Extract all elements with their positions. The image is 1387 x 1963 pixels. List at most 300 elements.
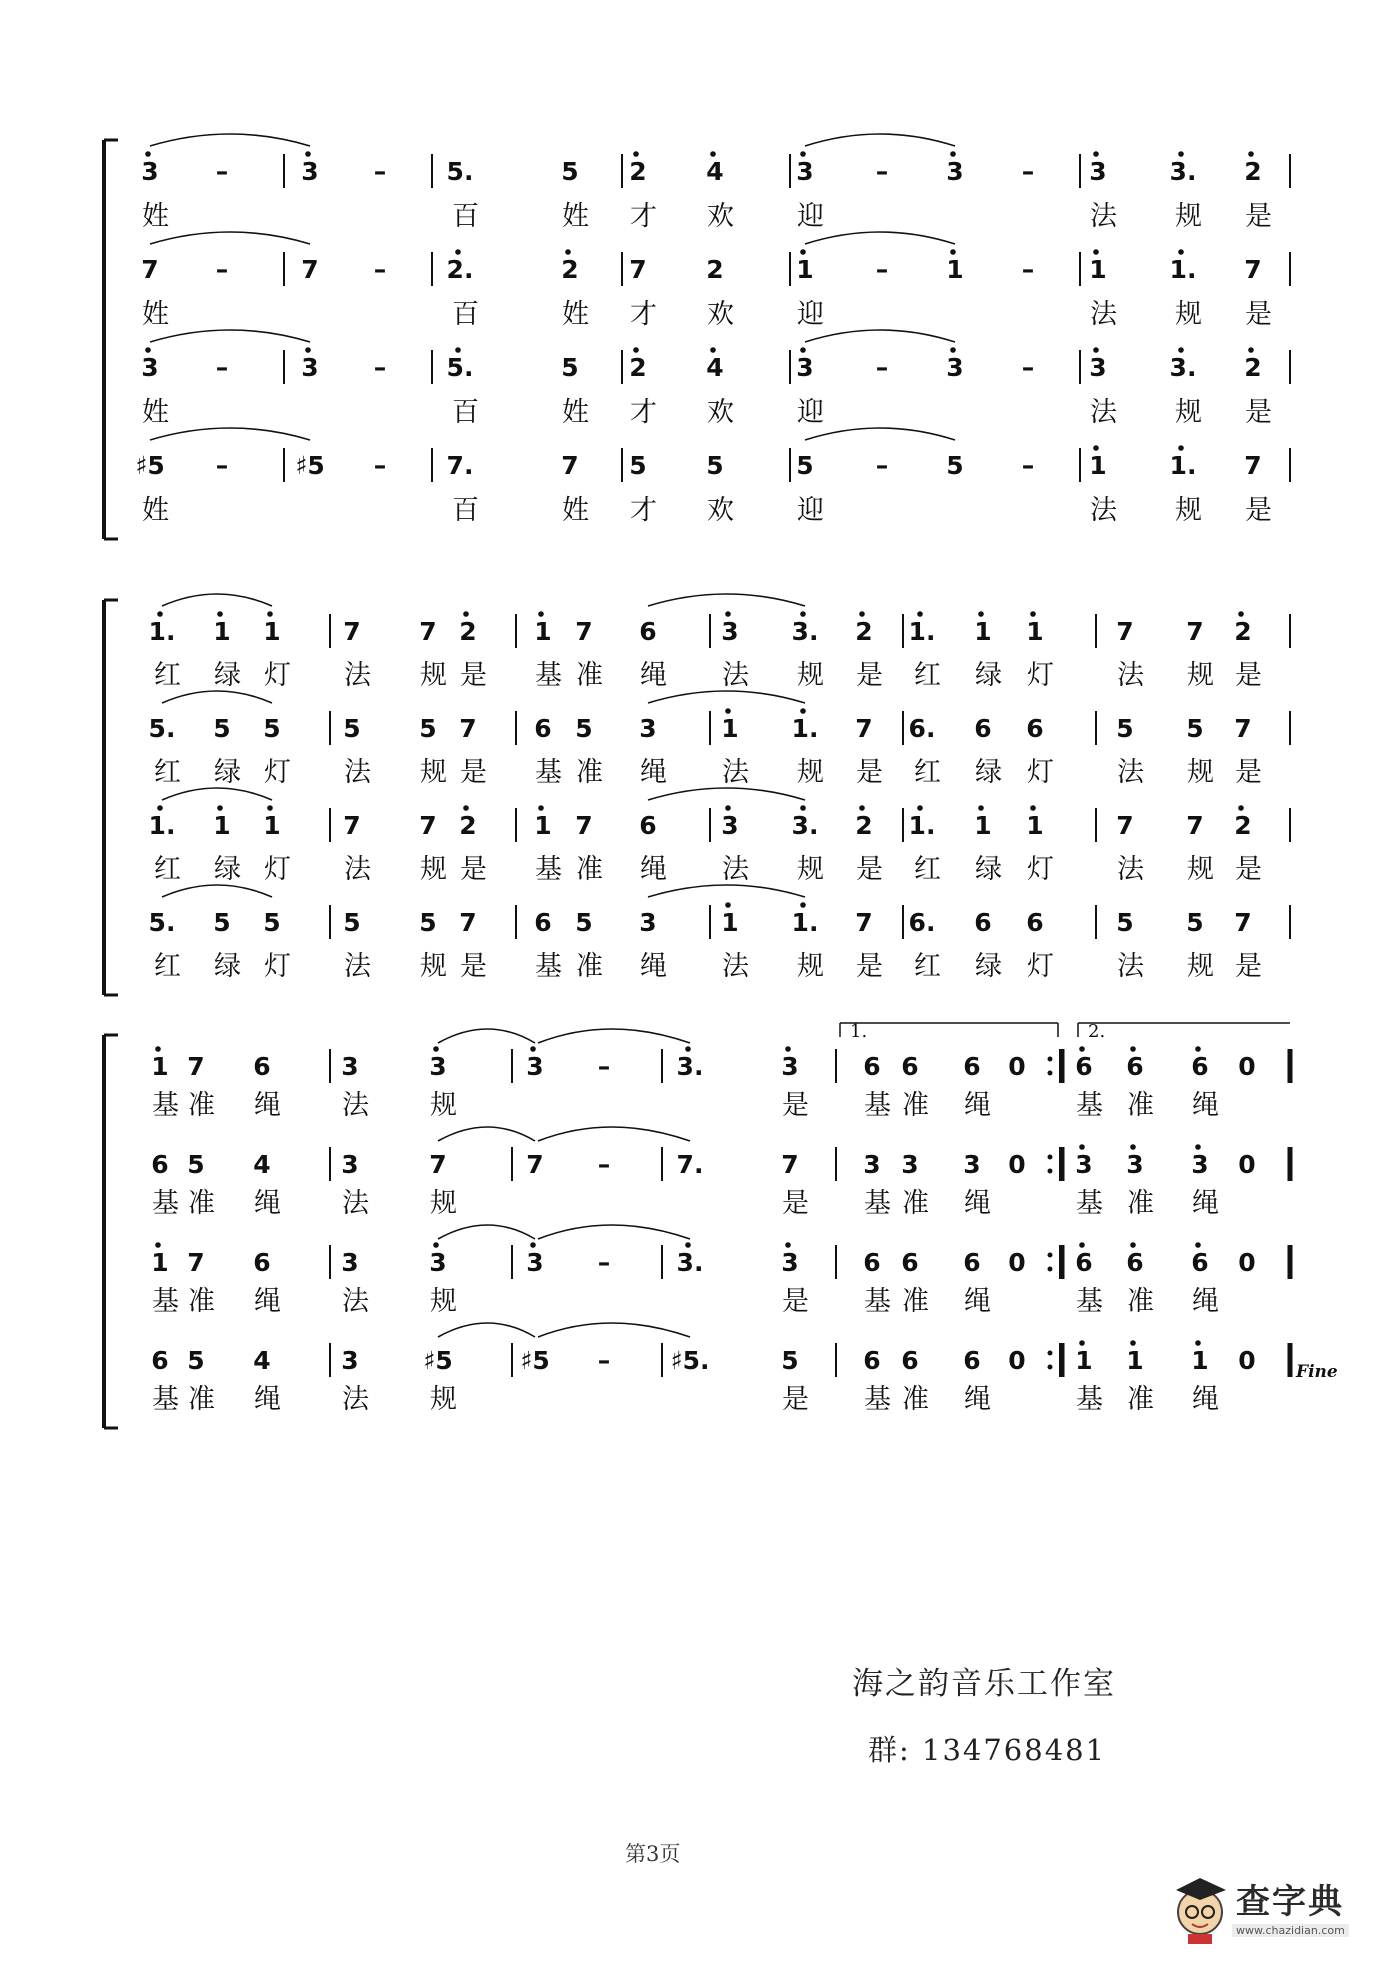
note: 5 [561,157,579,186]
volta-1-label: 1. [850,1021,868,1042]
note: 3 [341,1346,359,1375]
note: 3 [863,1150,881,1179]
note: 1 [534,811,552,840]
lyric: 才 [630,201,657,232]
lyric: 灯 [1027,757,1054,788]
note: 2 [629,157,647,186]
note: 7. [676,1150,704,1179]
lyric: 基 [152,1090,179,1121]
note: – [373,353,387,382]
octave-dot [725,902,731,908]
slur [538,1323,690,1337]
note: 3. [791,617,819,646]
lyric: 准 [188,1090,215,1121]
octave-dot [859,611,865,617]
octave-dot [1195,1144,1201,1150]
slur [648,885,805,897]
lyric: 基 [864,1090,891,1121]
octave-dot [538,611,544,617]
note: 7 [1234,908,1252,937]
octave-dot [1079,1242,1085,1248]
note: 3 [341,1248,359,1277]
note: 4 [253,1346,271,1375]
note: – [215,451,229,480]
lyric: 绳 [254,1384,281,1415]
repeat-dot [1048,1057,1053,1062]
note: 1. [1169,451,1197,480]
lyric: 规 [797,854,824,885]
octave-dot [800,249,806,255]
note: 1 [151,1052,169,1081]
note: – [597,1248,611,1277]
lyric: 迎 [797,397,824,428]
lyric: 规 [1187,660,1214,691]
note: 3 [301,157,319,186]
note: 7 [629,255,647,284]
octave-dot [1093,347,1099,353]
lyric: 是 [1235,951,1262,982]
lyric: 是 [782,1384,809,1415]
note: 3. [676,1248,704,1277]
lyric: 法 [722,660,749,691]
lyric: 基 [152,1188,179,1219]
note: 7 [429,1150,447,1179]
lyric: 法 [342,1090,369,1121]
octave-dot [785,1242,791,1248]
octave-dot [455,249,461,255]
octave-dot [1248,347,1254,353]
slur [162,788,272,800]
octave-dot [1248,151,1254,157]
lyric: 法 [722,757,749,788]
logo-text: 查字典 [1236,1882,1344,1922]
lyric: 姓 [562,495,589,526]
note: 3 [301,353,319,382]
slur [162,885,272,897]
lyric: 准 [1127,1090,1154,1121]
repeat-dot [1048,1253,1053,1258]
lyric: 绳 [254,1286,281,1317]
note: 7 [1116,811,1134,840]
lyric: 是 [1235,757,1262,788]
note: 3 [796,353,814,382]
lyric: 灯 [264,660,291,691]
note: 1 [946,255,964,284]
note: 5 [187,1346,205,1375]
octave-dot [463,805,469,811]
octave-dot [685,1046,691,1052]
lyric: 是 [1245,397,1272,428]
lyric: 规 [797,951,824,982]
note: – [373,157,387,186]
octave-dot [800,347,806,353]
octave-dot [1079,1144,1085,1150]
note: 6 [963,1052,981,1081]
octave-dot [530,1242,536,1248]
note: – [1021,255,1035,284]
lyric: 绳 [254,1188,281,1219]
octave-dot [710,347,716,353]
lyric: 准 [902,1286,929,1317]
slur [648,691,805,703]
lyric: 是 [856,660,883,691]
lyric: 基 [535,660,562,691]
lyric: 规 [1175,299,1202,330]
octave-dot [267,805,273,811]
lyric: 灯 [1027,660,1054,691]
note: 1. [1169,255,1197,284]
note: – [215,353,229,382]
note: 6 [151,1346,169,1375]
note: 1 [1026,811,1044,840]
lyric: 规 [1187,951,1214,982]
lyric: 是 [460,660,487,691]
slur [438,1225,535,1239]
note: 6 [1126,1248,1144,1277]
note: 7 [1186,811,1204,840]
note: 5 [781,1346,799,1375]
lyric: 是 [460,757,487,788]
lyric: 准 [1127,1384,1154,1415]
lyric: 绿 [214,951,241,982]
lyric: 欢 [707,495,734,526]
note: 3 [901,1150,919,1179]
octave-dot [978,611,984,617]
note: 0 [1008,1150,1026,1179]
note: 1 [796,255,814,284]
lyric: 基 [1076,1384,1103,1415]
lyric: 绿 [214,854,241,885]
lyric: 姓 [562,201,589,232]
note: 0 [1238,1346,1256,1375]
octave-dot [433,1046,439,1052]
note: – [373,255,387,284]
slur [150,428,310,440]
studio-name: 海之韵音乐工作室 [852,1666,1116,1702]
octave-dot [1195,1242,1201,1248]
note: 1. [148,811,176,840]
repeat-dot [1048,1351,1053,1356]
octave-dot [800,611,806,617]
slur [150,232,310,244]
note: 3 [639,908,657,937]
repeat-dot [1048,1155,1053,1160]
note: 3 [341,1150,359,1179]
note: 0 [1008,1052,1026,1081]
note: 1 [1026,617,1044,646]
octave-dot [917,611,923,617]
note: 1. [908,617,936,646]
note: 5 [796,451,814,480]
lyric: 绿 [214,757,241,788]
note: – [373,451,387,480]
note: 0 [1238,1248,1256,1277]
lyric: 迎 [797,495,824,526]
note: 3 [721,811,739,840]
note: 3 [1089,353,1107,382]
lyric: 绿 [214,660,241,691]
lyric: 绳 [254,1090,281,1121]
note: 1 [213,811,231,840]
lyric: 准 [188,1286,215,1317]
lyric: 规 [797,757,824,788]
lyric: 是 [460,951,487,982]
lyric: 绳 [1192,1090,1219,1121]
note: 7 [1244,255,1262,284]
slur [648,788,805,800]
note: 6 [253,1248,271,1277]
octave-dot [267,611,273,617]
note: 6 [1075,1052,1093,1081]
note: – [597,1052,611,1081]
octave-dot [1238,805,1244,811]
slur [162,594,272,606]
octave-dot [157,611,163,617]
note: 2 [561,255,579,284]
note: 6. [908,714,936,743]
note: 5 [213,714,231,743]
lyric: 准 [188,1188,215,1219]
lyric: 法 [1090,397,1117,428]
octave-dot [463,611,469,617]
note: 2 [1244,353,1262,382]
slur [805,428,955,440]
octave-dot [1093,151,1099,157]
note: 7 [1244,451,1262,480]
lyric: 是 [1235,854,1262,885]
note: 1 [721,908,739,937]
note: 1 [534,617,552,646]
lyric: 绳 [640,757,667,788]
lyric: 基 [1076,1286,1103,1317]
lyric: 准 [576,757,603,788]
note: 0 [1238,1052,1256,1081]
group-number: 群: 134768481 [868,1733,1107,1767]
lyric: 规 [420,660,447,691]
lyric: 法 [1090,299,1117,330]
octave-dot [305,151,311,157]
note: – [1021,353,1035,382]
lyric: 绿 [975,757,1002,788]
mascot-icon [1170,1868,1232,1948]
lyric: 绿 [975,854,1002,885]
lyric: 绳 [1192,1286,1219,1317]
lyric: 基 [1076,1188,1103,1219]
note: 6 [974,908,992,937]
lyric: 规 [1175,495,1202,526]
note: 7 [343,811,361,840]
site-logo [1170,1868,1370,1948]
slur [438,1323,535,1337]
lyric: 姓 [142,397,169,428]
note: 6 [534,908,552,937]
note: 3 [429,1248,447,1277]
octave-dot [1079,1340,1085,1346]
note: 2 [855,811,873,840]
lyric: 灯 [264,951,291,982]
lyric: 红 [154,951,181,982]
note: – [875,157,889,186]
note: 7 [141,255,159,284]
lyric: 准 [576,660,603,691]
lyric: 才 [630,495,657,526]
note: 7 [1186,617,1204,646]
lyric: 姓 [562,299,589,330]
octave-dot [633,151,639,157]
note: 6 [639,617,657,646]
lyric: 基 [535,951,562,982]
note: 6 [1126,1052,1144,1081]
slur [162,691,272,703]
octave-dot [950,347,956,353]
octave-dot [530,1046,536,1052]
note: 3 [141,353,159,382]
note: ♯5 [295,451,325,480]
note: 7 [1116,617,1134,646]
repeat-dot [1048,1365,1053,1370]
note: 3 [639,714,657,743]
note: 5 [706,451,724,480]
octave-dot [1130,1242,1136,1248]
lyric: 法 [344,951,371,982]
note: 7 [1234,714,1252,743]
lyric: 绳 [640,854,667,885]
note: 7 [781,1150,799,1179]
note: 4 [706,353,724,382]
note: 1 [213,617,231,646]
lyric: 法 [1117,757,1144,788]
octave-dot [145,347,151,353]
lyric: 法 [722,951,749,982]
note: 1. [148,617,176,646]
note: 7. [446,451,474,480]
note: – [215,157,229,186]
slur [150,330,310,342]
note: 6 [1026,908,1044,937]
note: 7 [561,451,579,480]
lyric: 红 [154,757,181,788]
fine-mark: Fine [1296,1362,1338,1382]
note: 6. [908,908,936,937]
octave-dot [433,1242,439,1248]
lyric: 是 [1235,660,1262,691]
note: 7 [419,617,437,646]
lyric: 红 [914,757,941,788]
octave-dot [1079,1046,1085,1052]
lyric: 基 [864,1286,891,1317]
lyric: 绳 [640,951,667,982]
note: 2 [706,255,724,284]
lyric: 红 [914,660,941,691]
note: 5 [561,353,579,382]
note: 5 [1116,714,1134,743]
octave-dot [1030,805,1036,811]
lyric: 才 [630,397,657,428]
lyric: 规 [1187,757,1214,788]
note: – [215,255,229,284]
slur [805,134,955,146]
note: 2 [1234,617,1252,646]
lyric: 基 [535,757,562,788]
note: 5. [148,908,176,937]
octave-dot [1195,1046,1201,1052]
note: 5 [343,908,361,937]
note: 5 [1186,908,1204,937]
lyric: 基 [1076,1090,1103,1121]
note: – [1021,157,1035,186]
note: 2 [459,617,477,646]
note: 3 [781,1052,799,1081]
note: 6 [1026,714,1044,743]
lyric: 灯 [264,757,291,788]
note: 7 [855,908,873,937]
lyric: 绳 [964,1384,991,1415]
lyric: 规 [420,951,447,982]
slur [538,1127,690,1141]
lyric: 百 [452,495,479,526]
lyric: 绳 [964,1188,991,1219]
octave-dot [305,347,311,353]
lyric: 规 [420,757,447,788]
lyric: 准 [1127,1188,1154,1219]
octave-dot [1093,249,1099,255]
note: 3 [341,1052,359,1081]
note: – [597,1150,611,1179]
note: 6 [534,714,552,743]
lyric: 法 [722,854,749,885]
lyric: 绳 [640,660,667,691]
note: 1. [791,908,819,937]
lyric: 绳 [964,1286,991,1317]
note: 2 [855,617,873,646]
octave-dot [950,249,956,255]
lyric: 基 [535,854,562,885]
lyric: 法 [1117,951,1144,982]
note: 1 [1191,1346,1209,1375]
lyric: 红 [914,951,941,982]
note: 3 [141,157,159,186]
octave-dot [1178,151,1184,157]
lyric: 法 [344,854,371,885]
octave-dot [800,708,806,714]
lyric: 欢 [707,299,734,330]
note: 6 [974,714,992,743]
note: 7 [343,617,361,646]
lyric: 准 [576,951,603,982]
octave-dot [1178,445,1184,451]
lyric: 欢 [707,201,734,232]
repeat-dot [1048,1071,1053,1076]
note: 3 [526,1248,544,1277]
lyric: 姓 [562,397,589,428]
note: 7 [855,714,873,743]
note: 7 [419,811,437,840]
note: – [1021,451,1035,480]
lyric: 规 [430,1384,457,1415]
lyric: 规 [1175,397,1202,428]
note: 3 [963,1150,981,1179]
octave-dot [217,805,223,811]
octave-dot [633,347,639,353]
lyric: 规 [420,854,447,885]
octave-dot [565,249,571,255]
lyric: 法 [1090,201,1117,232]
lyric: 绿 [975,951,1002,982]
note: 5 [419,908,437,937]
note: 3 [1191,1150,1209,1179]
note: 5 [1186,714,1204,743]
octave-dot [155,1242,161,1248]
